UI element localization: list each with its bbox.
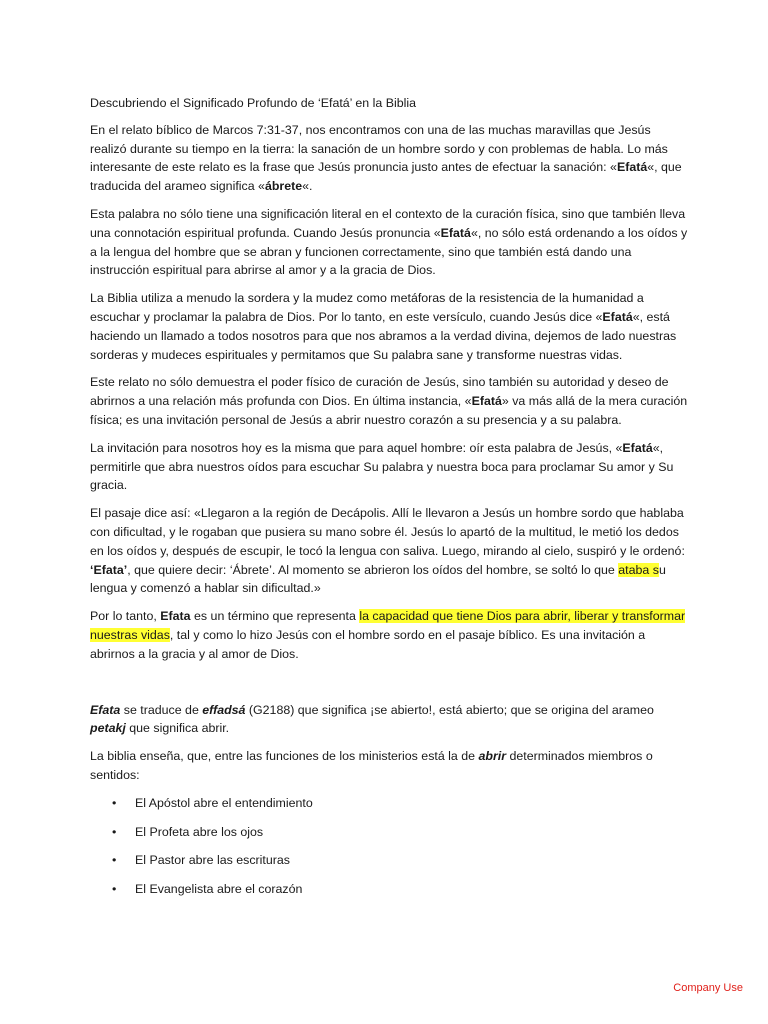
paragraph-5: La invitación para nosotros hoy es la misma que para aquel hombre: oír esta palabra de Jesús, «Efatá«, permitirle que abra nuestros oídos para escuchar Su palabra y nuestra boca para proclamar Su amor y Su gracia.: [90, 440, 674, 493]
paragraph-9: La biblia enseña, que, entre las funciones de los ministerios está la de abrir determinados miembros o sentidos:: [90, 749, 653, 782]
spacer: [90, 673, 690, 701]
list-item: • El Pastor abre las escrituras: [90, 851, 690, 870]
highlighted-text: ataba s: [618, 562, 659, 577]
bullet-icon: •: [112, 795, 117, 810]
paragraph-6-passage: El pasaje dice así: «Llegaron a la región de Decápolis. Allí le llevaron a Jesús un hombre sordo que hablaba con dificultad, y le rogaban que pusiera su mano sobre él. Jesús lo apartó de la multitud, le metió los dedos en los oídos y, después de escupir, le tocó la lengua con saliva. Luego, mirando al cielo, suspiró y le ordenó: ‘Efata’, que quiere decir: ‘Ábrete’. Al momento se abrieron los oídos del hombre, se soltó lo que ataba su lengua y comenzó a hablar sin dificultad.»: [90, 506, 685, 596]
bullet-icon: •: [112, 824, 117, 839]
ministries-list: [90, 794, 690, 899]
bullet-icon: •: [112, 853, 117, 868]
list-item: • El Profeta abre los ojos: [90, 823, 690, 842]
document-title: Descubriendo el Significado Profundo de ‘Efatá’ en la Biblia: [90, 96, 417, 110]
list-item: • El Apóstol abre el entendimiento: [90, 794, 690, 813]
paragraph-3: La Biblia utiliza a menudo la sordera y la mudez como metáforas de la resistencia de la humanidad a escuchar y proclamar la palabra de Dios. Por lo tanto, en este versículo, cuando Jesús dice «Efatá«, está haciendo un llamado a todos nosotros para que nos abramos a la verdad divina, dejemos de lado nuestras sorderas y mudeces espirituales y permitamos que Su palabra sane y transforme nuestras vidas.: [90, 291, 677, 362]
bullet-icon: •: [112, 882, 117, 897]
document-body: [90, 94, 690, 909]
paragraph-7: Por lo tanto, Efata es un término que representa la capacidad que tiene Dios para abrir, liberar y transformar nuestras vidas, tal y como lo hizo Jesús con el hombre sordo en el pasaje bíblico. Es una invitación a abrirnos a la gracia y al amor de Dios.: [90, 609, 686, 661]
list-item: • El Evangelista abre el corazón: [90, 880, 690, 899]
highlighted-text: la capacidad que tiene Dios para abrir, liberar y transformar nuestras vidas: [90, 609, 686, 642]
paragraph-2: Esta palabra no sólo tiene una significación literal en el contexto de la curación física, sino que también lleva una connotación espiritual profunda. Cuando Jesús pronuncia «Efatá«, no sólo está ordenando a los oídos y a la lengua del hombre que se abran y funcionen correctamente, sino que también está dando una instrucción espiritual para abrirse al amor y a la gracia de Dios.: [90, 206, 688, 278]
paragraph-8-etymology: Efata se traduce de effadsá (G2188) que significa ¡se abierto!, está abierto; que se origina del arameo petakj que significa abrir.: [90, 702, 654, 736]
paragraph-4: Este relato no sólo demuestra el poder físico de curación de Jesús, sino también su autoridad y deseo de abrirnos a una relación más profunda con Dios. En última instancia, «Efatá» va más allá de la mera curación física; es una invitación personal de Jesús a abrir nuestro corazón a su presencia y a su palabra.: [90, 375, 688, 427]
classification-footer: Company Use: [673, 982, 743, 994]
paragraph-1: En el relato bíblico de Marcos 7:31-37, nos encontramos con una de las muchas maravillas que Jesús realizó durante su tiempo en la tierra: la sanación de un hombre sordo y con problemas de habla. Lo más interesante de este relato es la frase que Jesús pronuncia justo antes de efectuar la sanación: «Efatá«, que traducida del arameo significa «ábrete«.: [90, 122, 682, 194]
